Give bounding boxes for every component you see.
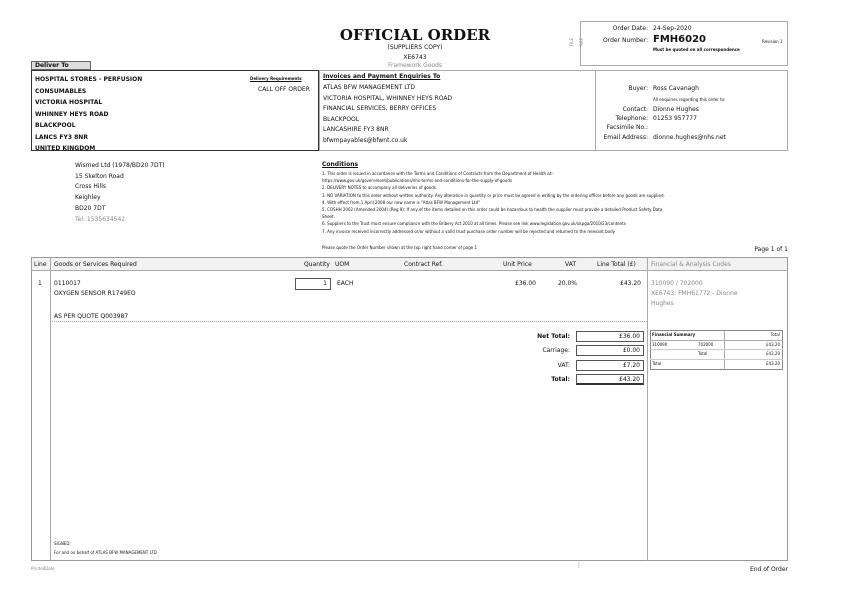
supplier-line: BD20 7DT xyxy=(75,204,106,212)
col-contract: Contract Ref. xyxy=(404,261,443,268)
delivery-requirements-value: CALL OFF ORDER xyxy=(258,86,310,93)
carriage: £0.00 xyxy=(576,345,644,356)
fax-label: Facsimile No.: xyxy=(606,124,648,131)
address-line: HOSPITAL STORES - PERFUSION xyxy=(35,76,143,83)
row-unit-price: £36.00 xyxy=(515,280,536,287)
net-total-label: Net Total: xyxy=(537,333,570,340)
row-desc: OXYGEN SENSOR R1749EO xyxy=(54,290,136,297)
address-line: FINANCIAL SERVICES, BERRY OFFICES xyxy=(323,105,437,113)
invoice-to-label: Invoices and Payment Enquiries To xyxy=(323,73,441,80)
row-analysis-3: Hughes xyxy=(651,300,674,307)
col-quantity: Quantity xyxy=(304,261,330,268)
supplier-tel: Tel: 1535634542 xyxy=(75,215,126,223)
fin-summary-total-header: Total xyxy=(770,332,780,337)
header-divider xyxy=(31,270,788,271)
vat-label: VAT: xyxy=(557,362,570,369)
col-analysis: Financial & Analysis Codes xyxy=(651,261,731,268)
telephone-label: Telephone: xyxy=(615,115,648,122)
fin-cell: Total xyxy=(698,351,708,356)
conditions-label: Conditions xyxy=(322,161,359,168)
row-analysis-1: 310090 / 702000 xyxy=(651,280,703,287)
fin-cell: Total xyxy=(652,361,662,366)
contact-value: Dionne Hughes xyxy=(653,106,699,113)
row-uom: EACH xyxy=(337,280,354,287)
quote-note: Must be quoted on all correspondence xyxy=(653,47,740,52)
fin-divider xyxy=(650,349,783,350)
page-title: OFFICIAL ORDER xyxy=(339,26,491,44)
col-goods: Goods or Services Required xyxy=(54,261,137,268)
condition-item: 2. DELIVERY NOTES to accompany all deliveries of goods. xyxy=(322,185,438,191)
fin-cell: £43.20 xyxy=(766,342,780,347)
total-label: Total: xyxy=(551,376,570,383)
row-remark: AS PER QUOTE Q003987 xyxy=(54,313,129,320)
row-line: 1 xyxy=(38,280,42,287)
fin-cell: 702000 xyxy=(698,342,714,347)
end-of-order: End of Order xyxy=(749,566,788,573)
conditions-list xyxy=(322,170,762,235)
col-vat: VAT xyxy=(565,261,577,268)
buyer-note: All enquiries regarding this order to: xyxy=(653,97,726,102)
order-date: 24-Sep-2020 xyxy=(653,25,692,32)
deliver-to-label: Deliver To xyxy=(31,61,91,70)
row-analysis-2: XE6743: FMH61772 - Dionne xyxy=(651,290,738,297)
email-value[interactable]: dionne.hughes@nhs.net xyxy=(653,134,726,141)
grand-total: £43.20 xyxy=(576,374,644,385)
address-line: VICTORIA HOSPITAL xyxy=(35,99,103,106)
fin-summary-header: Financial Summary xyxy=(652,332,696,337)
email-label: Email Address: xyxy=(603,134,648,141)
condition-item: 7. Any invoice received incorrectly addressed or/or without a valid trust purchase order number will be rejected and returned to the relevant body xyxy=(322,228,616,234)
contact-label: Contact: xyxy=(622,106,648,113)
signed-label: SIGNED: xyxy=(54,541,71,546)
order-type: Framework Goods xyxy=(387,62,443,69)
vat-total: £7.20 xyxy=(576,360,644,371)
condition-item: 4. With effect from 1 April 2008 our new name is "Atlas BFW Management Ltd" xyxy=(322,199,480,205)
buyer-label: Buyer: xyxy=(628,85,648,92)
line-col-divider xyxy=(50,257,51,561)
fin-divider xyxy=(650,340,783,341)
remark-divider xyxy=(50,321,647,322)
address-line: ATLAS BFW MANAGEMENT LTD xyxy=(323,84,416,91)
carriage-label: Carriage: xyxy=(542,347,570,354)
supplier-address xyxy=(75,161,165,225)
supplier-line: 15 Skelton Road xyxy=(75,172,124,180)
address-line: LANCASHIRE FY3 8NR xyxy=(323,126,389,134)
invoice-to-address xyxy=(323,83,452,147)
net-total: £36.00 xyxy=(576,331,644,342)
col-line-total: Line Total (£) xyxy=(597,261,636,268)
analysis-col-divider xyxy=(647,257,648,561)
order-table xyxy=(31,257,788,561)
row-line-total: £43.20 xyxy=(620,280,641,287)
address-line: UNITED KINGDOM xyxy=(35,145,96,152)
fin-cell: 310090 xyxy=(652,342,668,347)
fin-cell: £43.20 xyxy=(766,351,780,356)
order-date-label: Order Date: xyxy=(612,25,648,32)
condition-item: 1. This order is issued in accordance with the Terms and Conditions of Contracts from the Department of Health at:- xyxy=(322,171,555,176)
address-line: CONSUMABLES xyxy=(35,87,87,95)
row-quantity: 1 xyxy=(295,278,331,290)
col-line: Line xyxy=(34,261,47,268)
quote-order-note: Please quote the Order Number shown at the top right hand corner of page 1 xyxy=(322,245,478,250)
delivery-requirements-label: Delivery Requirements xyxy=(250,76,302,81)
address-line: LANCS FY3 8NR xyxy=(35,133,88,141)
condition-item: 3. NO VARIATION to this order without written authority. Any alteration in quantity or price must be agreed in writing by the ordering officer before any goods are supplied. xyxy=(322,192,665,198)
condition-item: 5. COSHH 2002 (Amended 2004) (Reg 9): If any of the items detailed on this order could be hazardous to health the supplier must provide a detailed Product Safety Data xyxy=(322,207,663,213)
condition-item: https://www.gov.uk/government/publications/nhs-terms-and-conditions-for-the-supply-of-goods xyxy=(322,178,512,184)
footer-marker: ⋮ xyxy=(576,562,582,569)
condition-item: Sheet. xyxy=(322,214,335,220)
signed-behalf: For and on behalf of ATLAS BFW MANAGEMENT LTD xyxy=(54,550,157,555)
row-vat: 20.0% xyxy=(557,280,577,287)
order-number-label: Order Number: xyxy=(603,37,648,44)
side-stamp-file: FILE xyxy=(569,38,574,47)
col-unit-price: Unit Price xyxy=(503,261,532,268)
printed-date: PrintedDate xyxy=(31,566,55,571)
address-line: VICTORIA HOSPITAL, WHINNEY HEYS ROAD xyxy=(323,94,453,102)
org-code: XE6743 xyxy=(403,54,427,61)
supplier-line: Keighley xyxy=(75,194,101,202)
page-number: Page 1 of 1 xyxy=(754,246,788,253)
address-line: BLACKPOOL xyxy=(35,122,76,129)
row-code: 0110017 xyxy=(54,280,81,287)
copy-type: (SUPPLIERS COPY) xyxy=(387,44,443,51)
address-line: WHINNEY HEYS ROAD xyxy=(35,110,109,118)
condition-item: 6. Suppliers to the Trust must ensure compliance with the Bribery Act 2010 at all times. Please see link www.legislation.gov.uk/ukpga/2010/23/contents xyxy=(322,221,626,227)
address-line: BLACKPOOL xyxy=(323,115,360,123)
col-uom: UOM xyxy=(335,261,350,268)
fin-cell: £43.20 xyxy=(766,361,780,366)
side-stamp-ref: REF xyxy=(579,38,584,46)
supplier-line: Cross Hills xyxy=(75,183,106,191)
supplier-line: Wismed Ltd (1978/BD20 7DT) xyxy=(75,162,165,169)
buyer-value: Ross Cavanagh xyxy=(653,85,699,92)
deliver-to-address xyxy=(35,74,142,155)
email-link[interactable]: bfwmpayables@bfwnt.co.uk xyxy=(323,136,408,144)
order-number: FMH6020 xyxy=(653,34,706,45)
revision: Revision 1 xyxy=(762,39,783,44)
telephone-value: 01253 957777 xyxy=(653,115,697,122)
fin-divider xyxy=(650,359,783,360)
